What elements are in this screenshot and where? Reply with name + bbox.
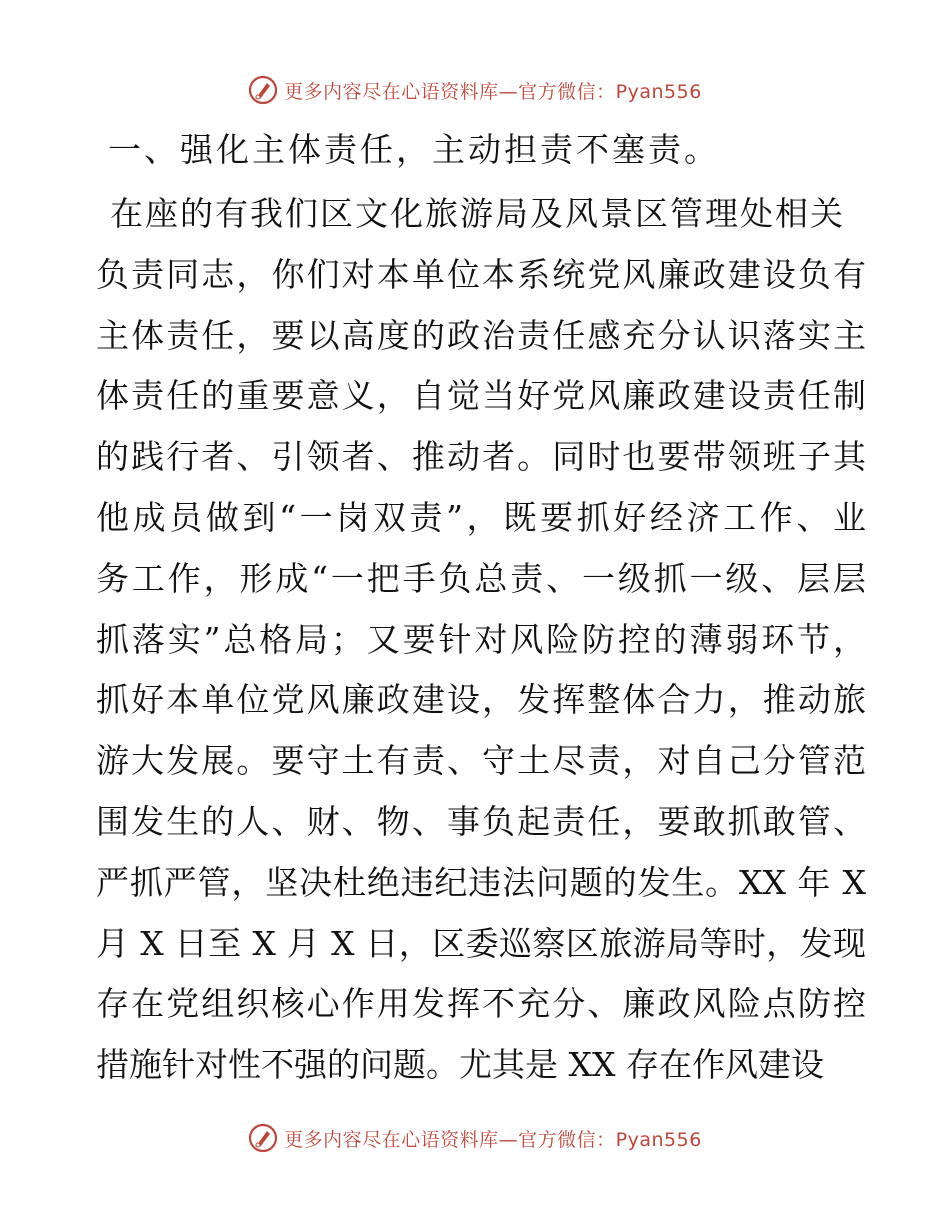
paragraph-line: 抓好本单位党风廉政建设，发挥整体合力，推动旅 (96, 680, 866, 720)
body-paragraph (96, 184, 866, 1096)
pen-nib-icon (248, 1123, 278, 1153)
paragraph-line: 严抓严管，坚决杜绝违纪违法问题的发生。XX 年 X (96, 862, 866, 902)
watermark-footer (0, 1118, 950, 1158)
section-heading: 一、强化主体责任，主动担责不塞责。 (108, 130, 720, 169)
paragraph-line: 月 X 日至 X 月 X 日，区委巡察区旅游局等时，发现 (96, 923, 866, 963)
paragraph-line: 主体责任，要以高度的政治责任感充分认识落实主 (96, 315, 866, 355)
paragraph-line: 务工作，形成“一把手负总责、一级抓一级、层层 (96, 558, 866, 598)
paragraph-line: 他成员做到“一岗双责”，既要抓好经济工作、业 (96, 497, 866, 537)
paragraph-line: 围发生的人、财、物、事负起责任，要敢抓敢管、 (96, 801, 866, 841)
watermark-text: 更多内容尽在心语资料库—官方微信：Pyan556 (284, 1128, 702, 1151)
paragraph-line: 游大发展。要守土有责、守土尽责，对自己分管范 (96, 741, 866, 781)
paragraph-line: 措施针对性不强的问题。尤其是 XX 存在作风建设 (96, 1045, 824, 1085)
paragraph-line: 体责任的重要意义，自觉当好党风廉政建设责任制 (96, 376, 866, 416)
paragraph-line: 存在党组织核心作用发挥不充分、廉政风险点防控 (96, 984, 866, 1024)
watermark-header (0, 70, 950, 110)
paragraph-line: 的践行者、引领者、推动者。同时也要带领班子其 (96, 437, 866, 477)
document-body (96, 118, 866, 1096)
watermark-text: 更多内容尽在心语资料库—官方微信：Pyan556 (284, 80, 702, 103)
paragraph-line: 抓落实”总格局；又要针对风险防控的薄弱环节， (96, 619, 866, 659)
paragraph-line: 在座的有我们区文化旅游局及风景区管理处相关 (110, 194, 845, 233)
pen-nib-icon (248, 75, 278, 105)
paragraph-line: 负责同志，你们对本单位本系统党风廉政建设负有 (96, 254, 866, 294)
